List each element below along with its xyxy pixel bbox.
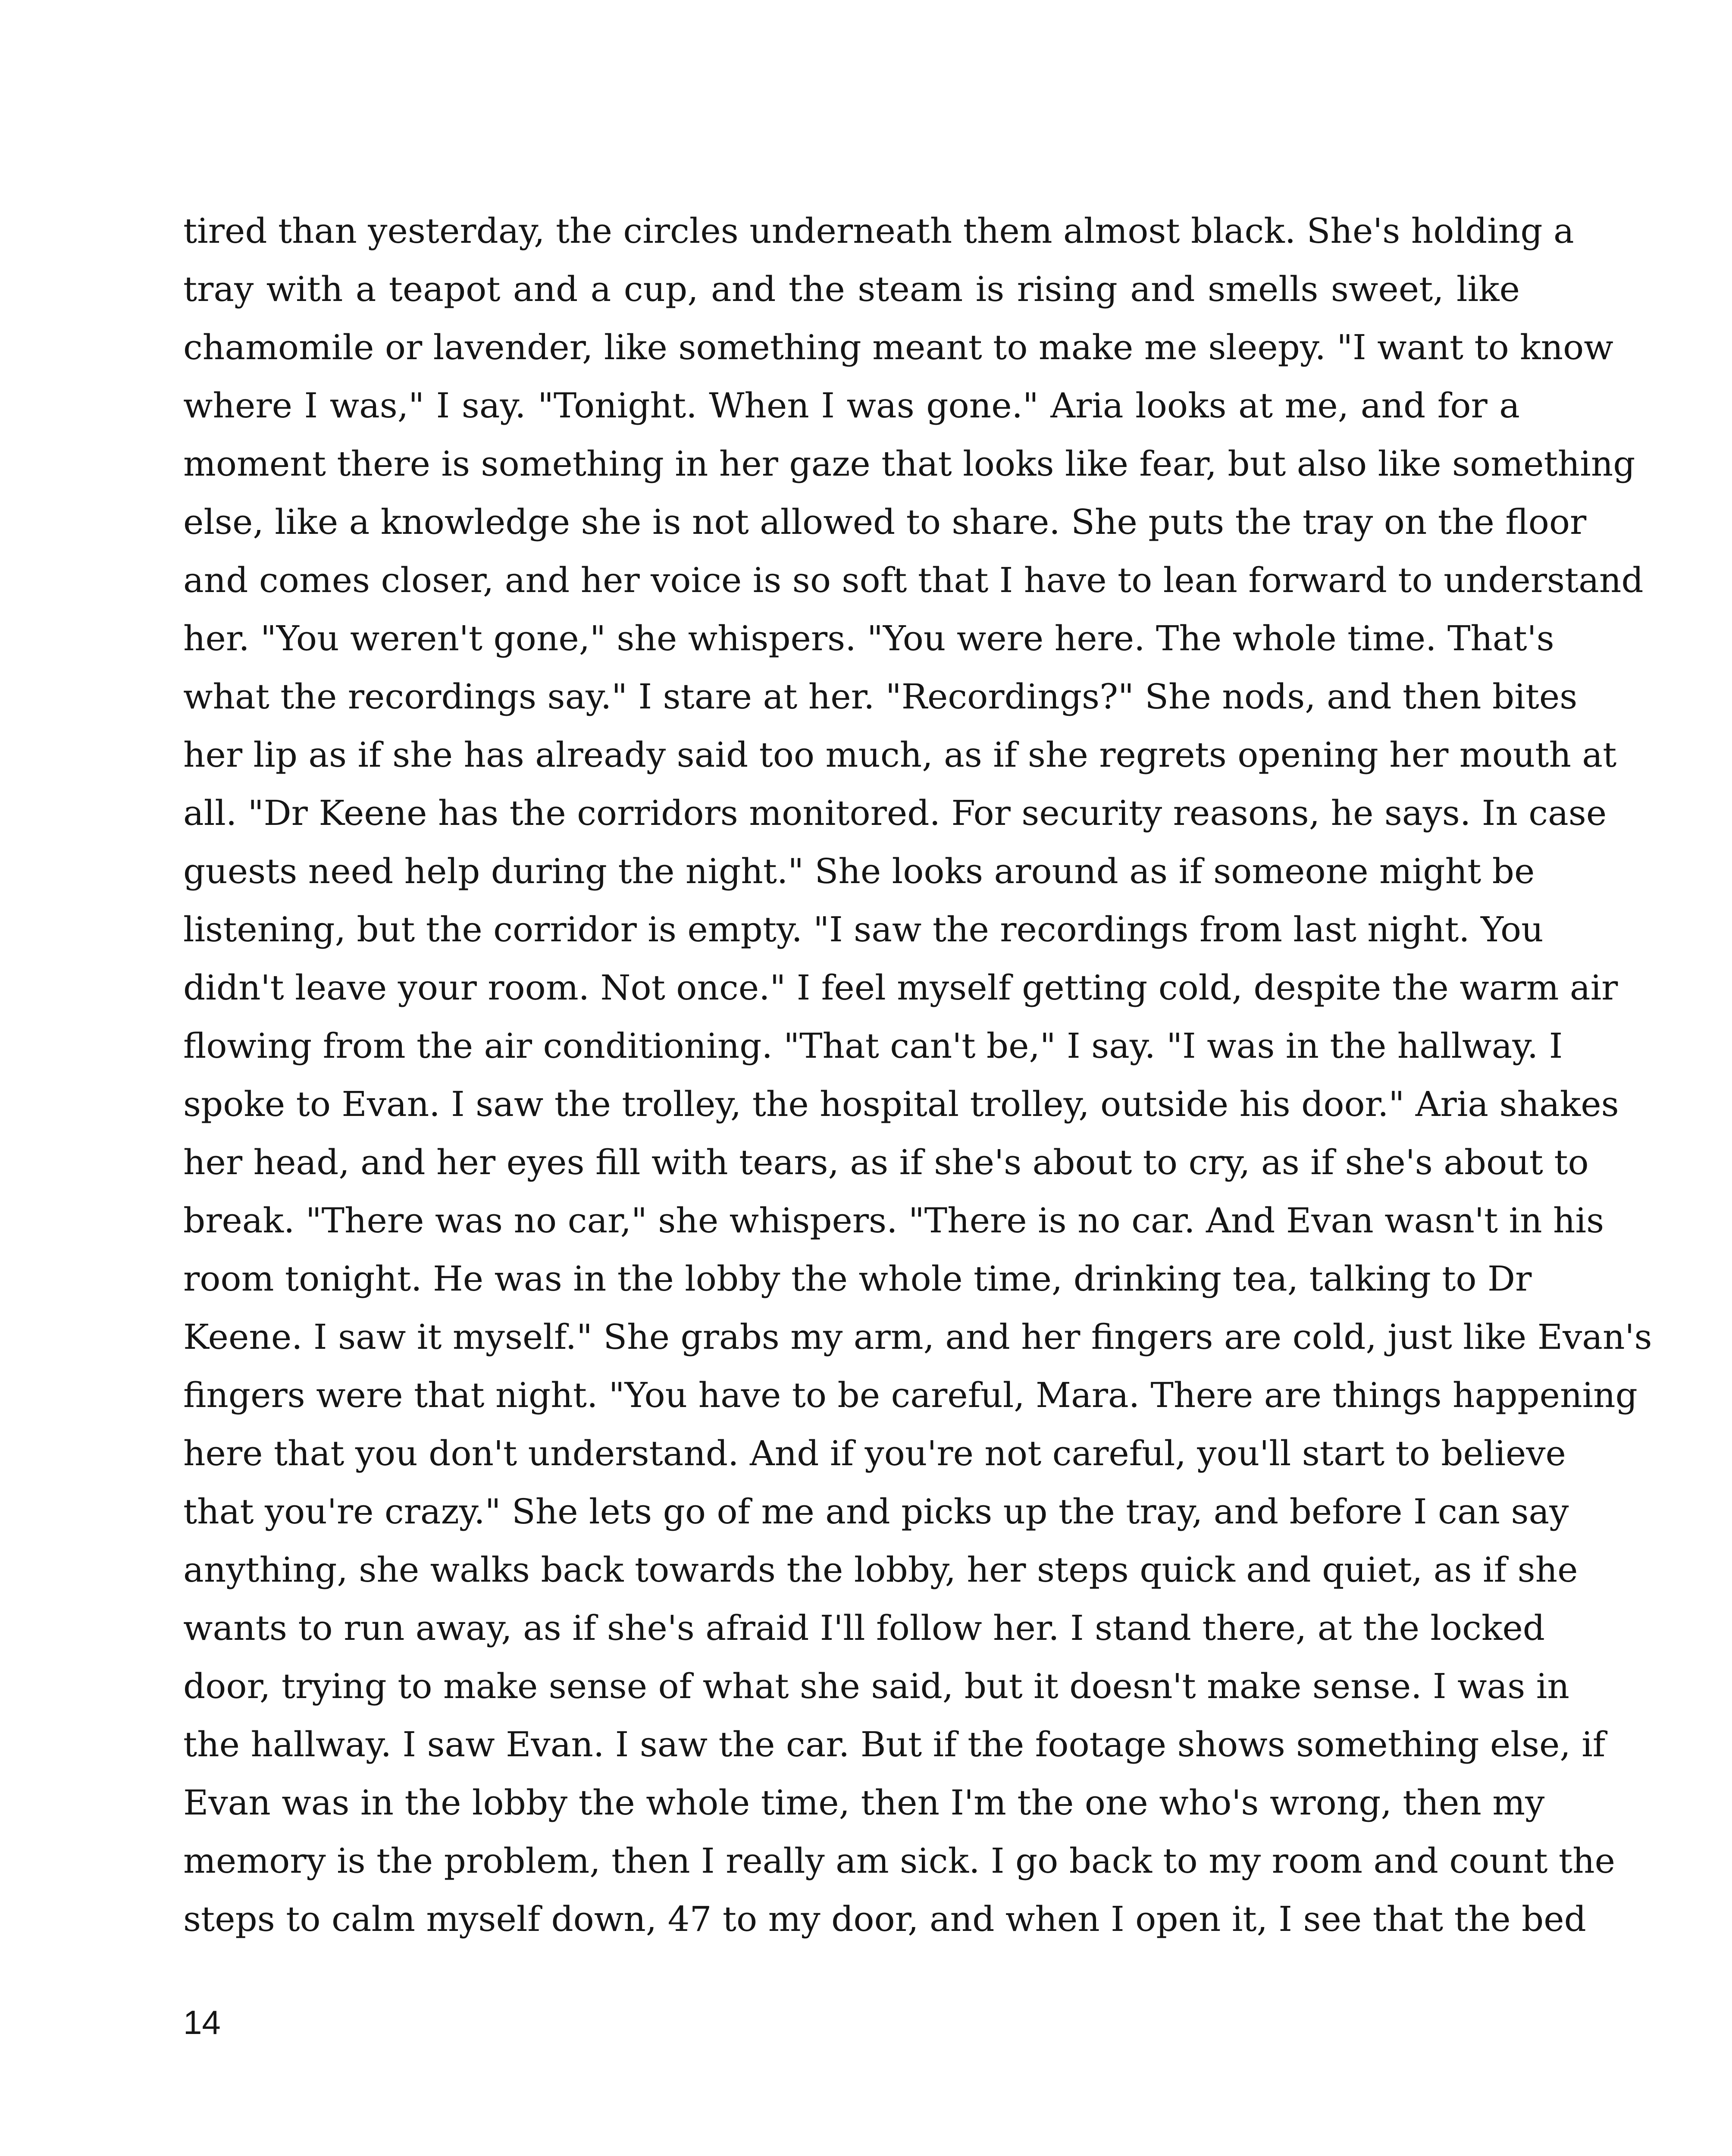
text-line: guests need help during the night." She looks around as if someone might be — [183, 851, 1535, 891]
text-line: fingers were that night. "You have to be careful, Mara. There are things happening — [183, 1375, 1638, 1415]
text-line: spoke to Evan. I saw the trolley, the hospital trolley, outside his door." Aria shakes — [183, 1084, 1619, 1124]
text-line: else, like a knowledge she is not allowed to share. She puts the tray on the floor — [183, 502, 1587, 542]
body-text — [183, 202, 1652, 1948]
text-line: her. "You weren't gone," she whispers. "You were here. The whole time. That's — [183, 618, 1554, 658]
text-line: her lip as if she has already said too much, as if she regrets opening her mouth at — [183, 735, 1617, 775]
text-line: room tonight. He was in the lobby the whole time, drinking tea, talking to Dr — [183, 1259, 1532, 1299]
text-line: steps to calm myself down, 47 to my door, and when I open it, I see that the bed — [183, 1899, 1586, 1939]
text-line: where I was," I say. "Tonight. When I was gone." Aria looks at me, and for a — [183, 385, 1520, 426]
text-line: chamomile or lavender, like something meant to make me sleepy. "I want to know — [183, 327, 1613, 367]
text-line: and comes closer, and her voice is so soft that I have to lean forward to understand — [183, 560, 1644, 600]
text-line: listening, but the corridor is empty. "I saw the recordings from last night. You — [183, 909, 1544, 950]
text-line: break. "There was no car," she whispers. "There is no car. And Evan wasn't in his — [183, 1200, 1604, 1241]
text-line: tray with a teapot and a cup, and the steam is rising and smells sweet, like — [183, 269, 1520, 309]
text-line: wants to run away, as if she's afraid I'll follow her. I stand there, at the locked — [183, 1608, 1545, 1648]
text-line: all. "Dr Keene has the corridors monitored. For security reasons, he says. In case — [183, 793, 1607, 833]
text-line: here that you don't understand. And if you're not careful, you'll start to believe — [183, 1433, 1566, 1473]
text-line: flowing from the air conditioning. "That can't be," I say. "I was in the hallway. I — [183, 1026, 1563, 1066]
text-line: Evan was in the lobby the whole time, then I'm the one who's wrong, then my — [183, 1783, 1545, 1823]
text-line: tired than yesterday, the circles underneath them almost black. She's holding a — [183, 211, 1574, 251]
text-line: the hallway. I saw Evan. I saw the car. But if the footage shows something else, if — [183, 1724, 1606, 1764]
text-line: door, trying to make sense of what she said, but it doesn't make sense. I was in — [183, 1666, 1569, 1706]
text-line: Keene. I saw it myself." She grabs my arm, and her fingers are cold, just like Evan's — [183, 1317, 1652, 1357]
text-line: memory is the problem, then I really am sick. I go back to my room and count the — [183, 1841, 1615, 1881]
text-line: didn't leave your room. Not once." I feel myself getting cold, despite the warm air — [183, 968, 1618, 1008]
text-line: that you're crazy." She lets go of me and picks up the tray, and before I can say — [183, 1492, 1569, 1532]
text-line: her head, and her eyes fill with tears, as if she's about to cry, as if she's about to — [183, 1142, 1589, 1182]
text-line: what the recordings say." I stare at her. "Recordings?" She nods, and then bites — [183, 677, 1578, 717]
text-line: anything, she walks back towards the lobby, her steps quick and quiet, as if she — [183, 1550, 1578, 1590]
page-number: 14 — [183, 2003, 221, 2041]
text-line: moment there is something in her gaze that looks like fear, but also like something — [183, 444, 1635, 484]
